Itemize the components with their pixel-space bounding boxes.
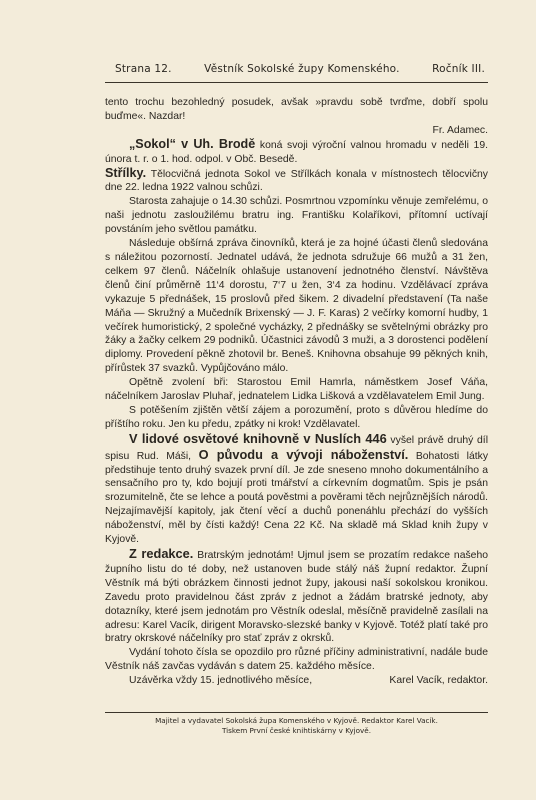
starosta-paragraph: Starosta zahajuje o 14.30 schůzi. Posmrtnou vzpomínku věnuje zemřelému, o naši jednotu zasloužilému bratru ing. Františku Kolaříkovi, přítomní uctívají povstáním jeho světlou památku. [105,196,488,236]
page-footer [105,716,488,736]
book-title: O původu a vývoji náboženství. [198,446,409,462]
strilky-text: Tělocvičná jednota Sokol ve Střílkách konala v místnostech tělocvičny dne 22. ledna 1922 valnou schůzi. [105,168,488,194]
page-number: Strana 12. [115,63,172,75]
uh-brod-notice [105,138,488,167]
intro-signature: Fr. Adamec. [432,124,488,136]
strilky-notice [105,167,488,196]
editorial-text: Bratrským jednotám! Ujmul jsem se prozatím redakce našeho župního listu do té doby, než ustanoven bude stálý náš župní redaktor. Župní Věstník má býti obrázkem činnosti jednot župy, jakousi naší sokolskou kronikou. Zavedu proto pravidelnou část zpráv z jednot a žádám bratrské jednoty, aby dotazníky, které jsem jednotám pro Věstník odeslal, měsíčně pravidelně zasílali na adresu: Karel Vacík, dirigent Moravsko-slezské banky v Kyjově. Totéž platí také pro bratry okrskové náčelníky pro stať zpráv z okrsků. [105,550,489,645]
volume-number: Ročník III. [432,63,485,75]
strilky-heading: Střílky. [105,165,147,180]
uh-brod-heading: „Sokol“ v Uh. Brodě [129,136,256,151]
deadline-text: Uzávěrka vždy 15. jednotlivého měsíce, [129,675,313,687]
library-text-a: vyšel právě druhý díl spisu Rud. Máši, [105,434,488,462]
closing-paragraph: S potěšením zjištěn větší zájem a porozumění, proto s důvěrou hledíme do příštího roku. Jen ku předu, zpátky ni krok! Vzdělavatel. [105,404,488,430]
header-rule [105,82,488,83]
publication-title: Věstník Sokolské župy Komenského. [204,63,400,75]
editor-signature: Karel Vacík, redaktor. [389,675,488,687]
library-heading: V lidové osvětové knihovně v Nuslích 446 [129,430,387,446]
intro-paragraph [105,96,488,124]
publisher-line: Majitel a vydavatel Sokolská župa Komenského v Kyjově. Redaktor Karel Vacík. [155,716,438,725]
library-notice [105,432,488,547]
editorial-notice [105,547,488,646]
library-text-b: Bohatosti látky předstihuje tento druhý svazek první díl. Je zde sneseno mnoho dokumentálního a sensačního pro ty, kdo bojují proti tmářství a církevním dogmatům. Spis je psán srozumitelně, čte se lehce a poutá pověstmi a pověrami těch nejrůznějších národů. Nejzajímavější kapitoly, jak čtení věcí a duchů ponenáhlu přechází do vyšších náboženství, měl by čísti každý! Cena 22 Kč. Na skladě má Sklad knih župy v Kyjově. [105,450,489,546]
editorial-heading: Z redakce. [129,546,194,561]
report-paragraph: Následuje obšírná zpráva činovníků, která je za hojné účasti členů sledována s náležitou pozorností. Jednatel udává, že jednota sdružuje 66 mužů a 31 žen, celkem 97 členů. Náčelník ohlašuje ustanovení jednotného členství. Návštěva členů činí průměrně 11‘4 dorostu, 7‘7 u žen, 3‘4 za hodinu. Vzdělávací zpráva vykazuje 5 přednášek, 15 proslovů před šikem. 2 divadelní představení (Ta naše Máňa — Skružný a Mučedník Brixenský — J. F. Karas) 2 večírky komorní hudby, 1 večírek humoristický, 2 společné vycházky, 2 přednášky se světelnými obrázky pro žáky a žačky celkem 29 podniků. Účastnici závodů 3 muži, a 3 dorostenci podělení diplomy. Provedení pěkně zhotovil br. Beneš. Knihovna obsahuje 99 pěkných knih, přírůstek 37 svazků. Vypůjčováno málo. [105,238,488,375]
publication-paragraph: Vydání tohoto čísla se opozdilo pro různé příčiny administrativní, nadále bude Věstník náš zavčas vydáván s datem 25. každého měsíce. [105,647,488,673]
page-header [115,63,485,75]
footer-rule [105,712,488,713]
intro-text: tento trochu bezohledný posudek, avšak »pravdu sobě tvrďme, dobří spolu buďme«. Nazdar! [105,97,488,122]
printer-line: Tiskem První české knihtiskárny v Kyjově. [221,726,372,735]
uh-brod-text: koná svoji výroční valnou hromadu v neděli 19. února t. r. o 1. hod. odpol. v Obč. Besedě. [105,139,488,165]
deadline-line [105,674,488,688]
article-body [105,96,488,688]
elections-paragraph: Opětně zvolení bři: Starostou Emil Hamrla, náměstkem Josef Váňa, náčelníkem Jaroslav Pluhař, jednatelem Lidka Lišková a vzdělavatelem Emil Jung. [105,377,488,403]
